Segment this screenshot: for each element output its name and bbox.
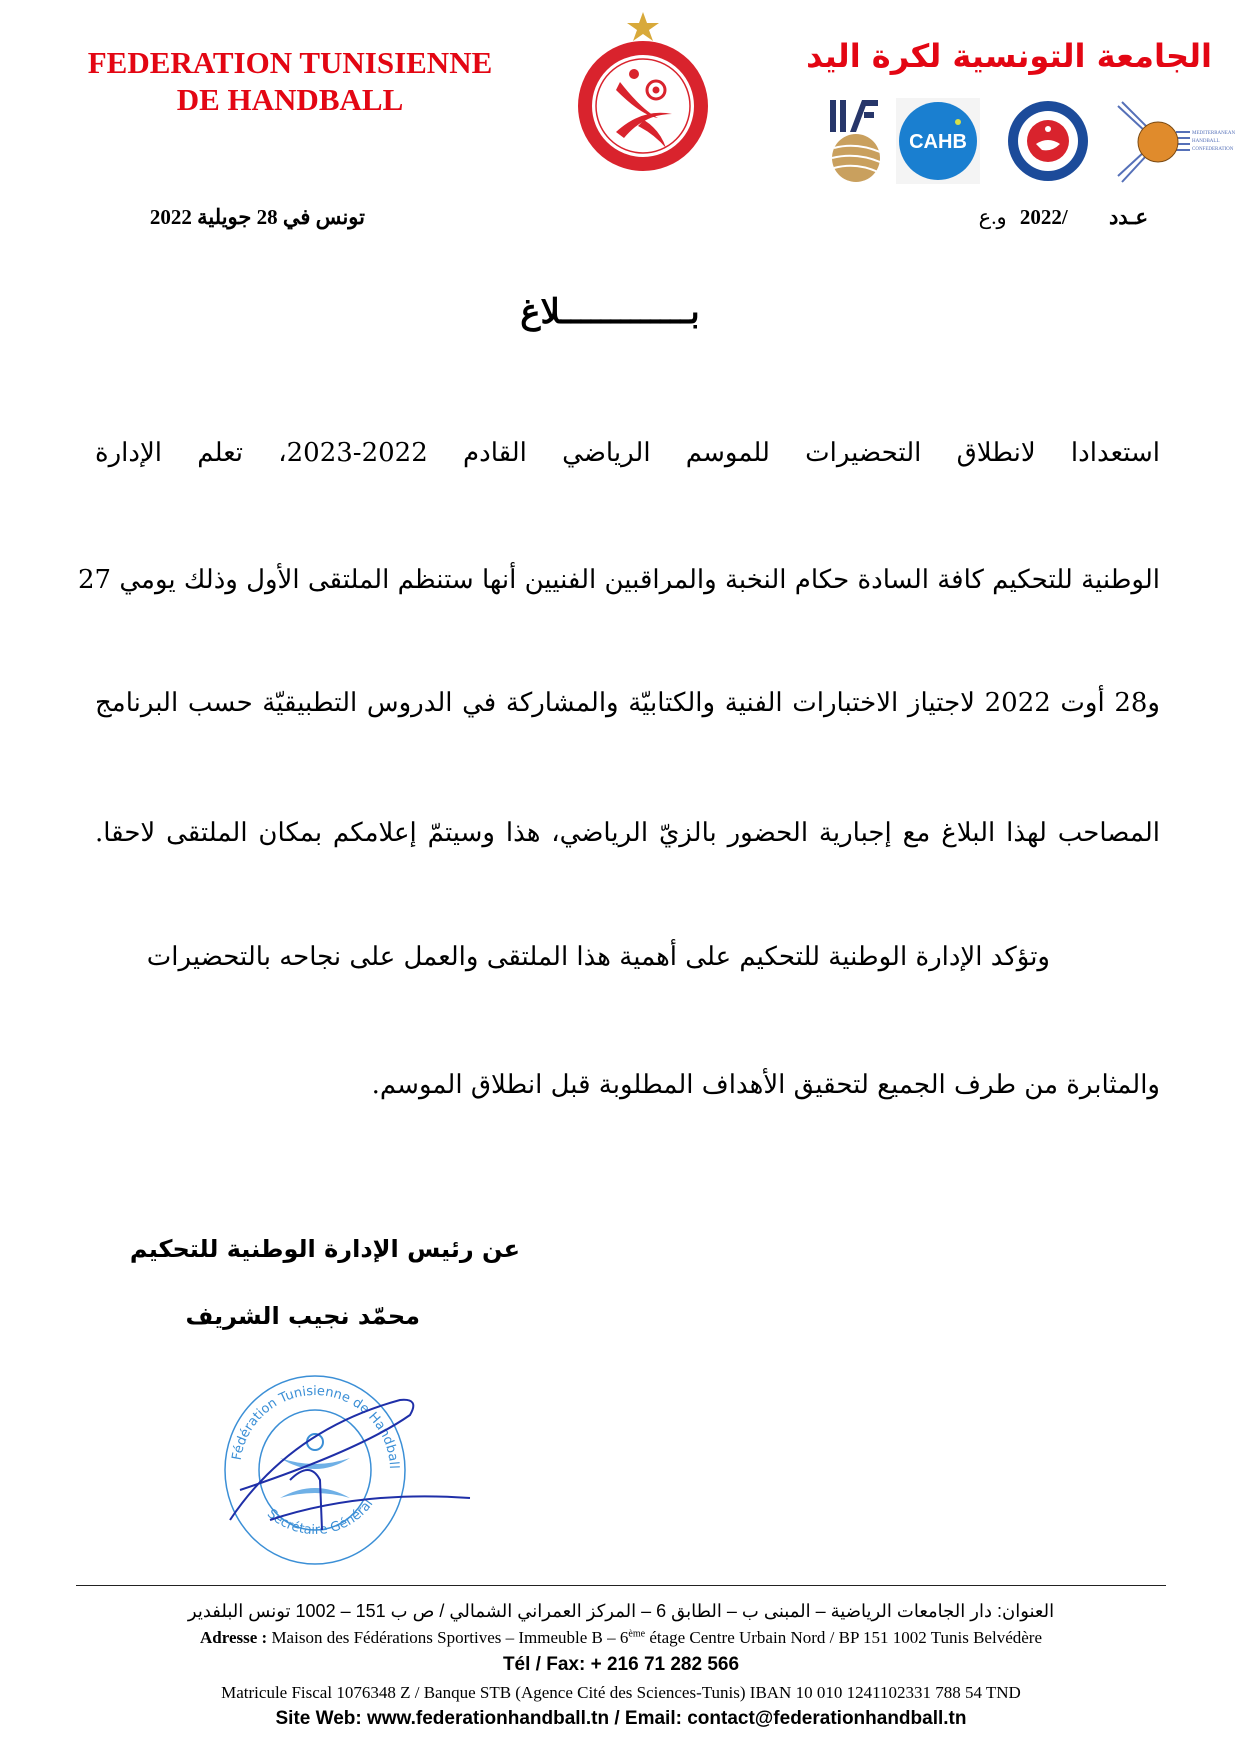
address-superscript: ème — [628, 1628, 646, 1640]
footer-address-arabic: العنوان: دار الجامعات الرياضية – المبنى ب – الطابق 6 – المركز العمراني الشمالي / ص ب 151 – 1002 تونس البلفدير — [187, 1601, 1055, 1621]
mediterranean-handball-confederation-logo — [1116, 96, 1236, 186]
french-title-line-2: DE HANDBALL — [176, 82, 404, 117]
federation-logo — [572, 10, 714, 170]
body-paragraph-line: و28 أوت 2022 لاجتياز الاختبارات الفنية والكتابيّة والمشاركة في الدروس التطبيقيّة حسب البرنامج — [95, 688, 1160, 718]
footer-fiscal-bank: Matricule Fiscal 1076348 Z / Banque STB (Agence Cité des Sciences-Tunis) IBAN 10 010 1241102331 788 54 TND — [221, 1683, 1021, 1702]
french-federation-title — [40, 44, 540, 118]
address-label: Adresse : — [199, 1628, 268, 1647]
svg-text:CAHB: CAHB — [909, 131, 967, 153]
french-title-line-1: FEDERATION TUNISIENNE — [87, 45, 493, 80]
reference-year: /2022 — [1019, 205, 1068, 229]
star-icon — [627, 12, 659, 41]
cahb-logo — [896, 96, 980, 186]
svg-text:Fédération Tunisienne de Handb: Fédération Tunisienne de Handball — [229, 1383, 402, 1470]
body-paragraph-line: استعدادا لانطلاق التحضيرات للموسم الرياضي القادم 2022-2023، تعلم الإدارة — [95, 438, 1160, 468]
document-date: تونس في 28 جويلية 2022 — [149, 205, 365, 229]
reference-label: عـدد — [1108, 205, 1148, 229]
body-paragraph-line: والمثابرة من طرف الجميع لتحقيق الأهداف المطلوبة قبل انطلاق الموسم. — [371, 1070, 1160, 1100]
footer-phone-fax: Tél / Fax: + 216 71 282 566 — [502, 1654, 740, 1675]
signatory-name: محمّد نجيب الشريف — [185, 1302, 420, 1330]
reference-suffix: و.ع — [978, 205, 1007, 229]
body-paragraph-line: المصاحب لهذا البلاغ مع إجبارية الحضور بالزيّ الرياضي، هذا وسيتمّ إعلامكم بمكان الملتقى لاحقا. — [95, 818, 1160, 848]
official-stamp-and-signature — [210, 1370, 480, 1570]
signatory-role: عن رئيس الإدارة الوطنية للتحكيم — [129, 1235, 520, 1263]
footer-website-email: Site Web: www.federationhandball.tn / Email: contact@federationhandball.tn — [275, 1708, 967, 1729]
footer-address-french — [0, 1628, 1242, 1648]
footer-divider — [76, 1585, 1166, 1586]
arab-handball-federation-logo — [1006, 96, 1090, 186]
svg-text:CONFEDERATION: CONFEDERATION — [1192, 147, 1234, 152]
ihf-logo — [826, 96, 882, 186]
body-paragraph-line: وتؤكد الإدارة الوطنية للتحكيم على أهمية هذا الملتقى والعمل على نجاحه بالتحضيرات — [146, 942, 1050, 972]
svg-text:MEDITERRANEAN: MEDITERRANEAN — [1192, 131, 1236, 136]
address-part-2: étage Centre Urbain Nord / BP 151 1002 Tunis Belvédère — [649, 1628, 1042, 1647]
address-part-1: Maison des Fédérations Sportives – Immeuble B – 6 — [271, 1628, 629, 1647]
body-paragraph-line: الوطنية للتحكيم كافة السادة حكام النخبة والمراقبين الفنيين أنها ستنظم الملتقى الأول وذلك يومي 27 — [77, 565, 1160, 595]
arabic-federation-title: الجامعة التونسية لكرة اليد — [806, 37, 1212, 75]
svg-text:Secrétaire Général: Secrétaire Général — [264, 1496, 377, 1539]
svg-text:HANDBALL: HANDBALL — [1192, 139, 1220, 144]
reference-number — [930, 205, 1148, 230]
document-title: بـــــــــــــلاغ — [520, 292, 700, 332]
